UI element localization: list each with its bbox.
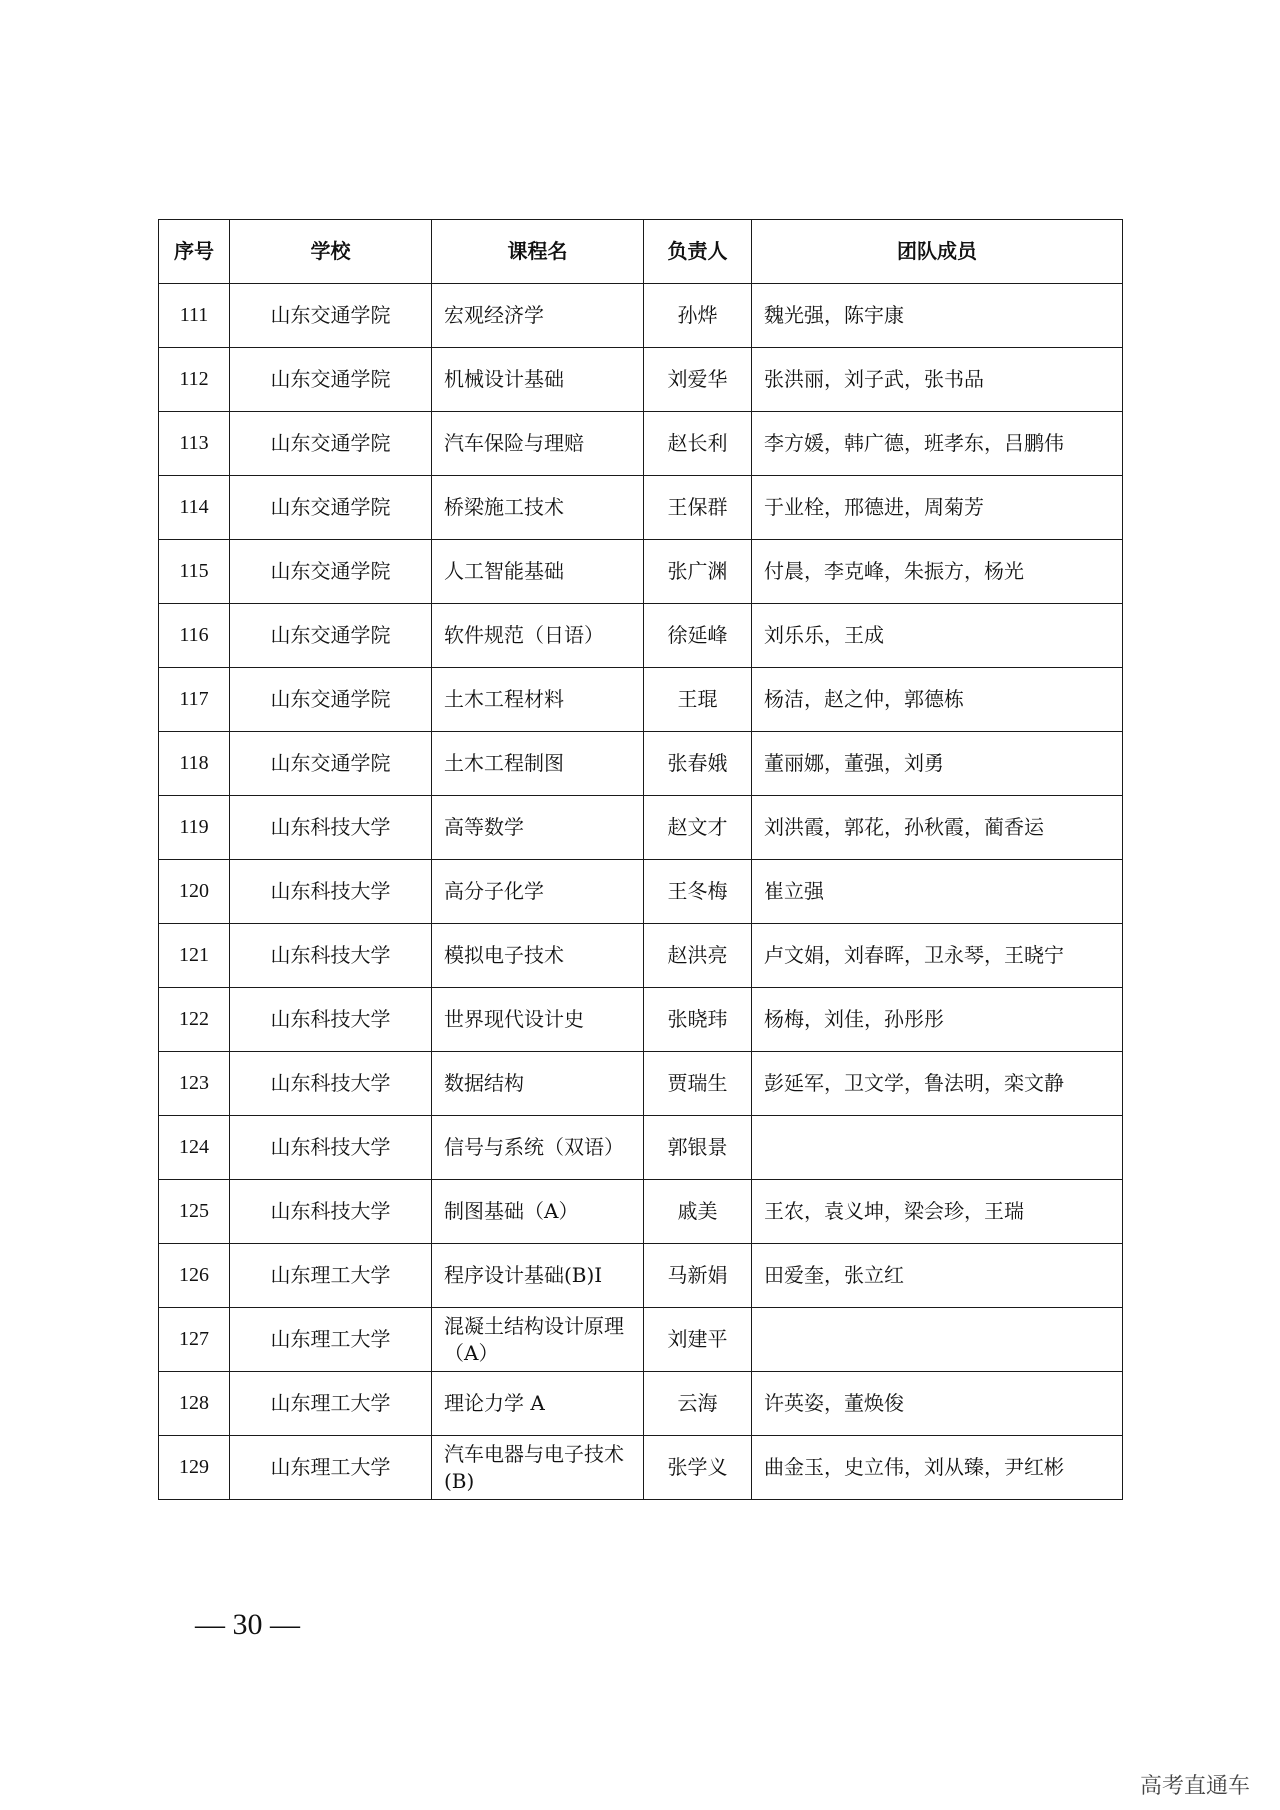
cell-lead: 云海 (644, 1372, 752, 1436)
cell-no: 127 (159, 1308, 230, 1372)
cell-no: 117 (159, 668, 230, 732)
cell-school: 山东科技大学 (230, 1180, 432, 1244)
cell-no: 121 (159, 924, 230, 988)
header-no: 序号 (159, 220, 230, 284)
cell-school: 山东理工大学 (230, 1308, 432, 1372)
cell-school: 山东科技大学 (230, 988, 432, 1052)
table-row (159, 732, 1123, 796)
cell-lead: 孙烨 (644, 284, 752, 348)
cell-no: 125 (159, 1180, 230, 1244)
table-row (159, 988, 1123, 1052)
cell-school: 山东交通学院 (230, 540, 432, 604)
cell-lead: 张广渊 (644, 540, 752, 604)
table-row (159, 540, 1123, 604)
cell-course: 人工智能基础 (432, 540, 644, 604)
cell-course: 程序设计基础(B)Ⅰ (432, 1244, 644, 1308)
table-row (159, 412, 1123, 476)
header-row (159, 220, 1123, 284)
course-table (158, 219, 1123, 1500)
cell-members: 魏光强，陈宇康 (752, 284, 1123, 348)
table-row (159, 1308, 1123, 1372)
table-row (159, 1180, 1123, 1244)
cell-school: 山东科技大学 (230, 1116, 432, 1180)
cell-course: 宏观经济学 (432, 284, 644, 348)
cell-school: 山东科技大学 (230, 860, 432, 924)
cell-lead: 赵洪亮 (644, 924, 752, 988)
cell-lead: 王琨 (644, 668, 752, 732)
watermark: 高考直通车 (1139, 1774, 1250, 1799)
cell-no: 112 (159, 348, 230, 412)
table-row (159, 924, 1123, 988)
cell-no: 114 (159, 476, 230, 540)
table-row (159, 348, 1123, 412)
cell-lead: 马新娟 (644, 1244, 752, 1308)
cell-school: 山东理工大学 (230, 1372, 432, 1436)
cell-members: 张洪丽，刘子武，张书品 (752, 348, 1123, 412)
cell-lead: 贾瑞生 (644, 1052, 752, 1116)
cell-course: 土木工程制图 (432, 732, 644, 796)
cell-members (752, 1116, 1123, 1180)
cell-members: 李方媛，韩广德，班孝东，吕鹏伟 (752, 412, 1123, 476)
cell-members: 付晨，李克峰，朱振方，杨光 (752, 540, 1123, 604)
cell-no: 115 (159, 540, 230, 604)
table-row (159, 860, 1123, 924)
table-row (159, 1116, 1123, 1180)
cell-lead: 张春娥 (644, 732, 752, 796)
header-members: 团队成员 (752, 220, 1123, 284)
cell-course: 土木工程材料 (432, 668, 644, 732)
cell-no: 129 (159, 1436, 230, 1500)
cell-no: 119 (159, 796, 230, 860)
cell-no: 113 (159, 412, 230, 476)
cell-members: 崔立强 (752, 860, 1123, 924)
cell-course: 桥梁施工技术 (432, 476, 644, 540)
cell-no: 118 (159, 732, 230, 796)
cell-members: 刘洪霞，郭花，孙秋霞，蔺香运 (752, 796, 1123, 860)
cell-school: 山东交通学院 (230, 412, 432, 476)
cell-course: 汽车电器与电子技术(B) (432, 1436, 644, 1500)
cell-members: 许英姿，董焕俊 (752, 1372, 1123, 1436)
cell-lead: 郭银景 (644, 1116, 752, 1180)
cell-lead: 刘爱华 (644, 348, 752, 412)
cell-no: 124 (159, 1116, 230, 1180)
cell-school: 山东交通学院 (230, 604, 432, 668)
cell-course: 汽车保险与理赔 (432, 412, 644, 476)
cell-course: 高分子化学 (432, 860, 644, 924)
table-row (159, 1244, 1123, 1308)
cell-lead: 王冬梅 (644, 860, 752, 924)
cell-no: 116 (159, 604, 230, 668)
cell-members (752, 1308, 1123, 1372)
page-number: — 30 — (195, 1608, 300, 1641)
cell-school: 山东科技大学 (230, 796, 432, 860)
cell-no: 120 (159, 860, 230, 924)
cell-lead: 刘建平 (644, 1308, 752, 1372)
cell-school: 山东交通学院 (230, 476, 432, 540)
header-lead: 负责人 (644, 220, 752, 284)
cell-course: 制图基础（A） (432, 1180, 644, 1244)
cell-school: 山东交通学院 (230, 348, 432, 412)
cell-members: 田爱奎，张立红 (752, 1244, 1123, 1308)
cell-members: 曲金玉，史立伟，刘从臻，尹红彬 (752, 1436, 1123, 1500)
table-row (159, 604, 1123, 668)
cell-course: 模拟电子技术 (432, 924, 644, 988)
table-row (159, 476, 1123, 540)
cell-school: 山东交通学院 (230, 668, 432, 732)
table-row (159, 668, 1123, 732)
cell-members: 卢文娟，刘春晖，卫永琴，王晓宁 (752, 924, 1123, 988)
table-body (159, 284, 1123, 1500)
cell-course: 数据结构 (432, 1052, 644, 1116)
table-row (159, 796, 1123, 860)
cell-members: 董丽娜，董强，刘勇 (752, 732, 1123, 796)
cell-no: 128 (159, 1372, 230, 1436)
cell-members: 杨洁，赵之仲，郭德栋 (752, 668, 1123, 732)
cell-lead: 张学义 (644, 1436, 752, 1500)
cell-course: 信号与系统（双语） (432, 1116, 644, 1180)
cell-course: 混凝土结构设计原理（A） (432, 1308, 644, 1372)
cell-school: 山东理工大学 (230, 1436, 432, 1500)
table-row (159, 1372, 1123, 1436)
table-row (159, 284, 1123, 348)
cell-school: 山东科技大学 (230, 924, 432, 988)
cell-no: 123 (159, 1052, 230, 1116)
cell-lead: 徐延峰 (644, 604, 752, 668)
cell-no: 126 (159, 1244, 230, 1308)
cell-members: 杨梅，刘佳，孙彤彤 (752, 988, 1123, 1052)
cell-no: 122 (159, 988, 230, 1052)
cell-school: 山东科技大学 (230, 1052, 432, 1116)
cell-members: 刘乐乐，王成 (752, 604, 1123, 668)
cell-course: 世界现代设计史 (432, 988, 644, 1052)
cell-lead: 张晓玮 (644, 988, 752, 1052)
cell-lead: 王保群 (644, 476, 752, 540)
cell-lead: 赵长利 (644, 412, 752, 476)
cell-no: 111 (159, 284, 230, 348)
table-row (159, 1052, 1123, 1116)
header-school: 学校 (230, 220, 432, 284)
cell-school: 山东交通学院 (230, 284, 432, 348)
header-course: 课程名 (432, 220, 644, 284)
cell-course: 高等数学 (432, 796, 644, 860)
cell-course: 理论力学 A (432, 1372, 644, 1436)
cell-school: 山东理工大学 (230, 1244, 432, 1308)
cell-lead: 赵文才 (644, 796, 752, 860)
cell-members: 王农，袁义坤，梁会珍，王瑞 (752, 1180, 1123, 1244)
table-row (159, 1436, 1123, 1500)
cell-course: 软件规范（日语） (432, 604, 644, 668)
cell-members: 彭延军，卫文学，鲁法明，栾文静 (752, 1052, 1123, 1116)
cell-members: 于业栓，邢德进，周菊芳 (752, 476, 1123, 540)
cell-course: 机械设计基础 (432, 348, 644, 412)
cell-school: 山东交通学院 (230, 732, 432, 796)
cell-lead: 戚美 (644, 1180, 752, 1244)
